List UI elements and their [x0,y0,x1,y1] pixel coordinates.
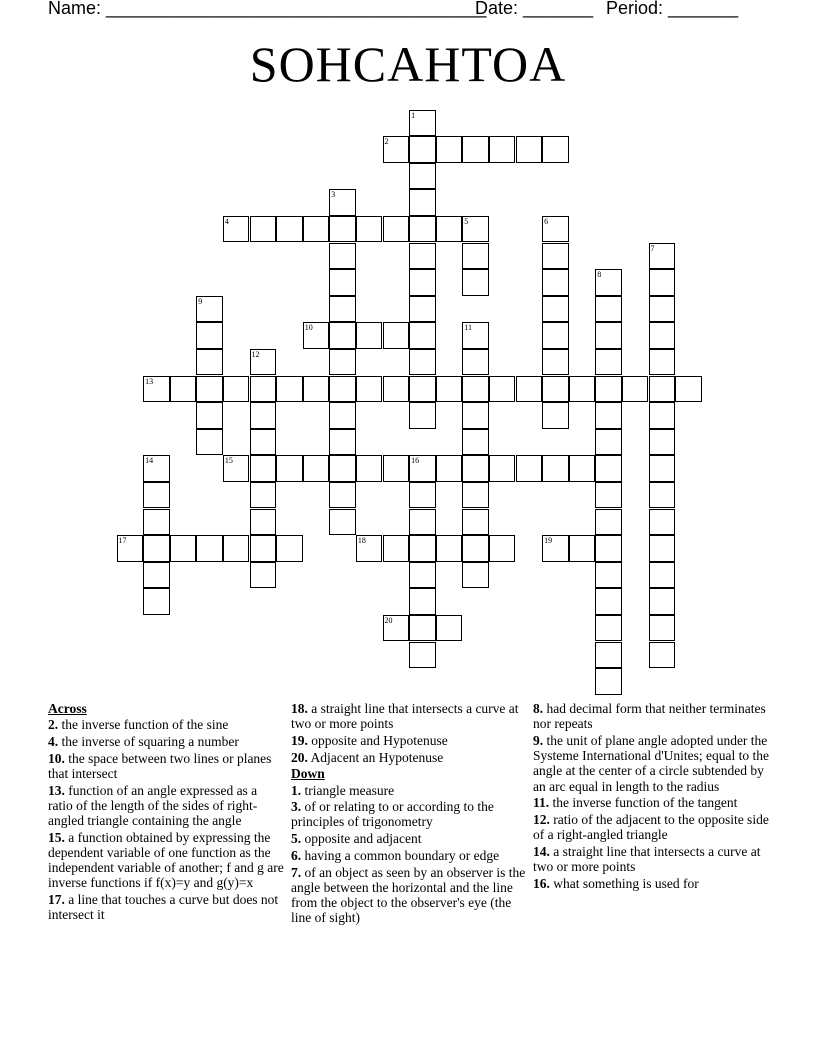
crossword-cell[interactable] [649,322,676,349]
crossword-cell[interactable] [462,216,489,243]
crossword-cell[interactable] [329,402,356,429]
crossword-cell[interactable] [250,509,277,536]
crossword-cell[interactable] [649,588,676,615]
clue-across-2: 2. the inverse function of the sine [48,717,229,733]
crossword-cell[interactable] [117,535,144,562]
crossword-cell[interactable] [409,269,436,296]
crossword-cell[interactable] [329,189,356,216]
crossword-cell[interactable] [223,535,250,562]
crossword-cell[interactable] [595,535,622,562]
crossword-cell[interactable] [436,376,463,403]
clues-column-2 [291,701,527,927]
crossword-cell[interactable] [462,402,489,429]
crossword-cell[interactable] [489,455,516,482]
crossword-cell[interactable] [356,322,383,349]
crossword-cell[interactable] [383,535,410,562]
crossword-cell[interactable] [569,535,596,562]
crossword-cell[interactable] [516,455,543,482]
crossword-cell[interactable] [649,243,676,270]
crossword-cell[interactable] [595,642,622,669]
crossword-cell[interactable] [409,535,436,562]
crossword-cell[interactable] [383,455,410,482]
crossword-cell[interactable] [569,455,596,482]
crossword-cell[interactable] [409,615,436,642]
crossword-cell[interactable] [196,322,223,349]
clue-number: 8 [597,270,602,280]
crossword-cell[interactable] [542,349,569,376]
clue-number: 11 [464,323,472,333]
crossword-cell[interactable] [462,509,489,536]
crossword-cell[interactable] [409,189,436,216]
crossword-cell[interactable] [622,376,649,403]
crossword-cell[interactable] [356,376,383,403]
crossword-cell[interactable] [250,482,277,509]
crossword-cell[interactable] [170,535,197,562]
clue-number: 15 [224,456,233,466]
clue-number: 13 [145,376,154,386]
crossword-cell[interactable] [595,349,622,376]
crossword-cell[interactable] [196,349,223,376]
crossword-cell[interactable] [223,376,250,403]
clues-column-1 [48,701,284,924]
crossword-cell[interactable] [409,349,436,376]
clue-down-16: 16. what something is used for [533,875,699,891]
clue-down-14: 14. a straight line that intersects a curve at two or more points [533,843,761,875]
clue-number: 1 [411,110,416,120]
clue-number: 12 [251,349,260,359]
crossword-cell[interactable] [542,216,569,243]
clues-column-3 [533,701,769,892]
crossword-cell[interactable] [462,535,489,562]
crossword-cell[interactable] [329,243,356,270]
crossword-cell[interactable] [462,455,489,482]
crossword-cell[interactable] [196,376,223,403]
crossword-cell[interactable] [170,376,197,403]
crossword-cell[interactable] [409,509,436,536]
crossword-cell[interactable] [649,429,676,456]
crossword-cell[interactable] [329,322,356,349]
crossword-cell[interactable] [250,429,277,456]
crossword-cell[interactable] [462,136,489,163]
crossword-cell[interactable] [329,216,356,243]
crossword-cell[interactable] [595,668,622,695]
crossword-cell[interactable] [595,376,622,403]
clue-across-4: 4. the inverse of squaring a number [48,733,239,749]
crossword-cell[interactable] [542,322,569,349]
crossword-cell[interactable] [143,482,170,509]
crossword-cell[interactable] [250,376,277,403]
crossword-cell[interactable] [409,322,436,349]
clue-across-18: 18. a straight line that intersects a curve at two or more points [291,701,519,732]
crossword-cell[interactable] [409,296,436,323]
crossword-cell[interactable] [649,402,676,429]
crossword-cell[interactable] [143,562,170,589]
crossword-cell[interactable] [595,429,622,456]
crossword-cell[interactable] [595,615,622,642]
crossword-cell[interactable] [542,376,569,403]
crossword-cell[interactable] [649,455,676,482]
crossword-cell[interactable] [409,402,436,429]
crossword-cell[interactable] [329,296,356,323]
crossword-cell[interactable] [462,482,489,509]
crossword-cell[interactable] [542,136,569,163]
crossword-cell[interactable] [409,243,436,270]
clue-across-20: 20. Adjacent an Hypotenuse [291,749,444,765]
crossword-cell[interactable] [303,376,330,403]
across-heading: Across [48,701,87,716]
crossword-cell[interactable] [595,482,622,509]
crossword-cell[interactable] [436,455,463,482]
crossword-cell[interactable] [329,269,356,296]
crossword-cell[interactable] [276,216,303,243]
crossword-cell[interactable] [595,509,622,536]
crossword-cell[interactable] [329,376,356,403]
crossword-cell[interactable] [649,296,676,323]
crossword-cell[interactable] [649,376,676,403]
crossword-cell[interactable] [595,562,622,589]
crossword-cell[interactable] [356,535,383,562]
clue-down-5: 5. opposite and adjacent [291,831,422,847]
crossword-cell[interactable] [436,136,463,163]
crossword-cell[interactable] [303,455,330,482]
crossword-cell[interactable] [409,216,436,243]
crossword-cell[interactable] [409,163,436,190]
crossword-cell[interactable] [649,349,676,376]
crossword-cell[interactable] [250,349,277,376]
crossword-cell[interactable] [409,136,436,163]
crossword-cell[interactable] [329,429,356,456]
crossword-cell[interactable] [462,562,489,589]
down-heading: Down [291,766,325,782]
crossword-cell[interactable] [250,455,277,482]
crossword-cell[interactable] [329,349,356,376]
page-title: SOHCAHTOA [249,36,567,92]
crossword-cell[interactable] [409,110,436,137]
crossword-cell[interactable] [649,509,676,536]
crossword-cell[interactable] [143,535,170,562]
crossword-cell[interactable] [276,455,303,482]
crossword-cell[interactable] [489,136,516,163]
crossword-cell[interactable] [329,482,356,509]
crossword-cell[interactable] [143,588,170,615]
crossword-cell[interactable] [250,535,277,562]
crossword-cell[interactable] [383,322,410,349]
crossword-cell[interactable] [356,455,383,482]
crossword-cell[interactable] [462,349,489,376]
clue-number: 2 [384,137,389,147]
clue-across-19: 19. opposite and Hypotenuse [291,732,448,748]
crossword-cell[interactable] [250,216,277,243]
crossword-cell[interactable] [462,376,489,403]
crossword-cell[interactable] [356,216,383,243]
crossword-cell[interactable] [383,216,410,243]
date-field[interactable]: Date: _______ [475,0,594,18]
crossword-cell[interactable] [595,402,622,429]
clue-number: 10 [304,323,313,333]
crossword-cell[interactable] [542,296,569,323]
clue-down-8: 8. had decimal form that neither terminates nor repeats [533,701,766,732]
crossword-cell[interactable] [462,269,489,296]
crossword-cell[interactable] [489,376,516,403]
crossword-cell[interactable] [675,376,702,403]
crossword-cell[interactable] [196,535,223,562]
crossword-cell[interactable] [276,535,303,562]
crossword-cell[interactable] [223,216,250,243]
crossword-cell[interactable] [250,402,277,429]
clue-down-11: 11. the inverse function of the tangent [533,795,738,811]
crossword-cell[interactable] [303,216,330,243]
name-field[interactable]: Name: ______________________________________ [48,0,487,18]
crossword-cell[interactable] [303,322,330,349]
crossword-cell[interactable] [542,455,569,482]
clue-down-7: 7. of an object as seen by an observer is the angle between the horizontal and the line from the object to the observer's eye (the line of sight) [291,864,526,926]
clue-across-13: 13. function of an angle expressed as a ratio of the length of the sides of right-angled triangle containing the angle [48,782,258,828]
clue-down-1: 1. triangle measure [291,782,395,798]
crossword-cell[interactable] [649,535,676,562]
clue-number: 5 [464,216,469,226]
crossword-cell[interactable] [409,376,436,403]
crossword-cell[interactable] [542,402,569,429]
crossword-cell[interactable] [143,509,170,536]
clue-across-17: 17. a line that touches a curve but does not intersect it [48,891,279,923]
crossword-cell[interactable] [649,642,676,669]
crossword-cell[interactable] [383,136,410,163]
clue-down-9: 9. the unit of plane angle adopted under the Systeme International d'Unites; equal to the angle at the center of a circle subtended by an arc equal in length to the radius [533,732,769,794]
crossword-cell[interactable] [649,562,676,589]
clue-down-3: 3. of or relating to or according to the principles of trigonometry [291,799,494,830]
crossword-cell[interactable] [595,322,622,349]
clue-across-15: 15. a function obtained by expressing the dependent variable of one function as the independent variable of another; f and g are inverse functions if f(x)=y and g(y)=x [48,829,284,891]
crossword-cell[interactable] [489,535,516,562]
clue-number: 16 [411,456,420,466]
crossword-cell[interactable] [143,376,170,403]
crossword-cell[interactable] [542,535,569,562]
clue-number: 20 [384,615,393,625]
crossword-cell[interactable] [595,296,622,323]
crossword-cell[interactable] [276,376,303,403]
crossword-cell[interactable] [649,269,676,296]
crossword-cell[interactable] [595,588,622,615]
crossword-cell[interactable] [595,455,622,482]
crossword-cell[interactable] [542,269,569,296]
crossword-cell[interactable] [436,615,463,642]
crossword-cell[interactable] [329,455,356,482]
clue-number: 18 [357,536,366,546]
crossword-cell[interactable] [436,535,463,562]
clue-number: 3 [331,190,336,200]
clue-number: 6 [544,216,549,226]
clue-number: 9 [198,296,203,306]
clue-number: 4 [224,216,229,226]
crossword-cell[interactable] [223,455,250,482]
crossword-cell[interactable] [436,216,463,243]
crossword-cell[interactable] [649,615,676,642]
crossword-cell[interactable] [329,509,356,536]
clue-number: 7 [650,243,655,253]
clue-down-6: 6. having a common boundary or edge [291,847,500,863]
crossword-cell[interactable] [516,136,543,163]
crossword-cell[interactable] [250,562,277,589]
crossword-cell[interactable] [542,243,569,270]
crossword-cell[interactable] [143,455,170,482]
crossword-cell[interactable] [383,376,410,403]
crossword-cell[interactable] [462,429,489,456]
crossword-cell[interactable] [462,243,489,270]
crossword-cell[interactable] [409,562,436,589]
crossword-cell[interactable] [462,322,489,349]
crossword-cell[interactable] [409,482,436,509]
crossword-cell[interactable] [409,588,436,615]
crossword-cell[interactable] [196,402,223,429]
clue-down-12: 12. ratio of the adjacent to the opposite side of a right-angled triangle [533,811,769,843]
crossword-cell[interactable] [409,642,436,669]
crossword-cell[interactable] [649,482,676,509]
crossword-cell[interactable] [516,376,543,403]
clue-number: 17 [118,536,127,546]
crossword-cell[interactable] [569,376,596,403]
clue-number: 14 [145,456,154,466]
crossword-cell[interactable] [196,296,223,323]
crossword-cell[interactable] [196,429,223,456]
crossword-cell[interactable] [595,269,622,296]
crossword-cell[interactable] [383,615,410,642]
clue-number: 19 [544,536,553,546]
period-field[interactable]: Period: _______ [606,0,739,18]
clue-across-10: 10. the space between two lines or planes that intersect [48,750,272,781]
crossword-cell[interactable] [409,455,436,482]
